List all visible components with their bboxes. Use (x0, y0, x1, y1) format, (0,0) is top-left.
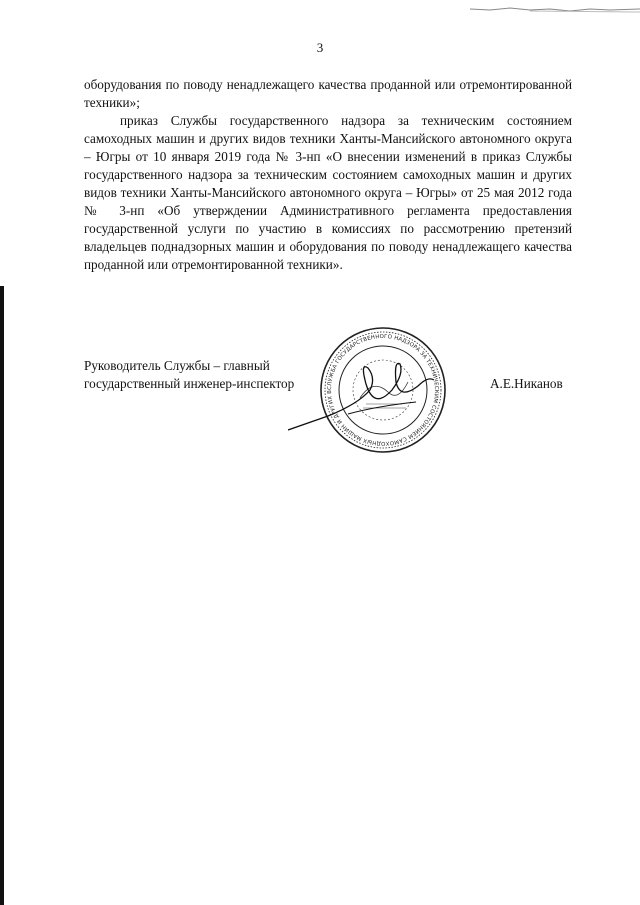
seal-ring-text: СЛУЖБА ГОСУДАРСТВЕННОГО НАДЗОРА ЗА ТЕХНИЧЕСКИМ СОСТОЯНИЕМ САМОХОДНЫХ МАШИН И ДРУГИХ В (326, 333, 440, 447)
signatory-name: А.Е.Никанов (490, 376, 563, 391)
signatory-title-line1: Руководитель Службы – главный (84, 358, 270, 373)
paragraph-continuation: оборудования по поводу ненадлежащего качества проданной или отремонтированной техники»; (84, 77, 572, 110)
paragraph-order: приказ Службы государственного надзора за техническим состоянием самоходных машин и других видов техники Ханты-Мансийского автономного округа – Югры от 10 января 2019 года № 3-нп «О внесении изменений в приказ Службы государственного надзора за техническим состоянием самоходных машин и других видов техники Ханты-Мансийского автономного округа – Югры» от 25 мая 2012 года № 3-нп «Об утверждении Административного регламента предоставления государственной услуги по участию в комиссиях по рассмотрению претензий владельцев поднадзорных машин и оборудования по поводу ненадлежащего качества проданной или отремонтированной техники». (84, 113, 572, 272)
official-seal (288, 320, 478, 460)
signatory-title-line2: государственный инженер-инспектор (84, 376, 295, 391)
page-number: 3 (316, 40, 324, 55)
document-body (84, 76, 572, 274)
scan-artifact (470, 0, 640, 6)
scan-edge-bar (0, 286, 4, 905)
svg-text:СЛУЖБА ГОСУДАРСТВЕННОГО НАДЗОР (288, 320, 439, 446)
